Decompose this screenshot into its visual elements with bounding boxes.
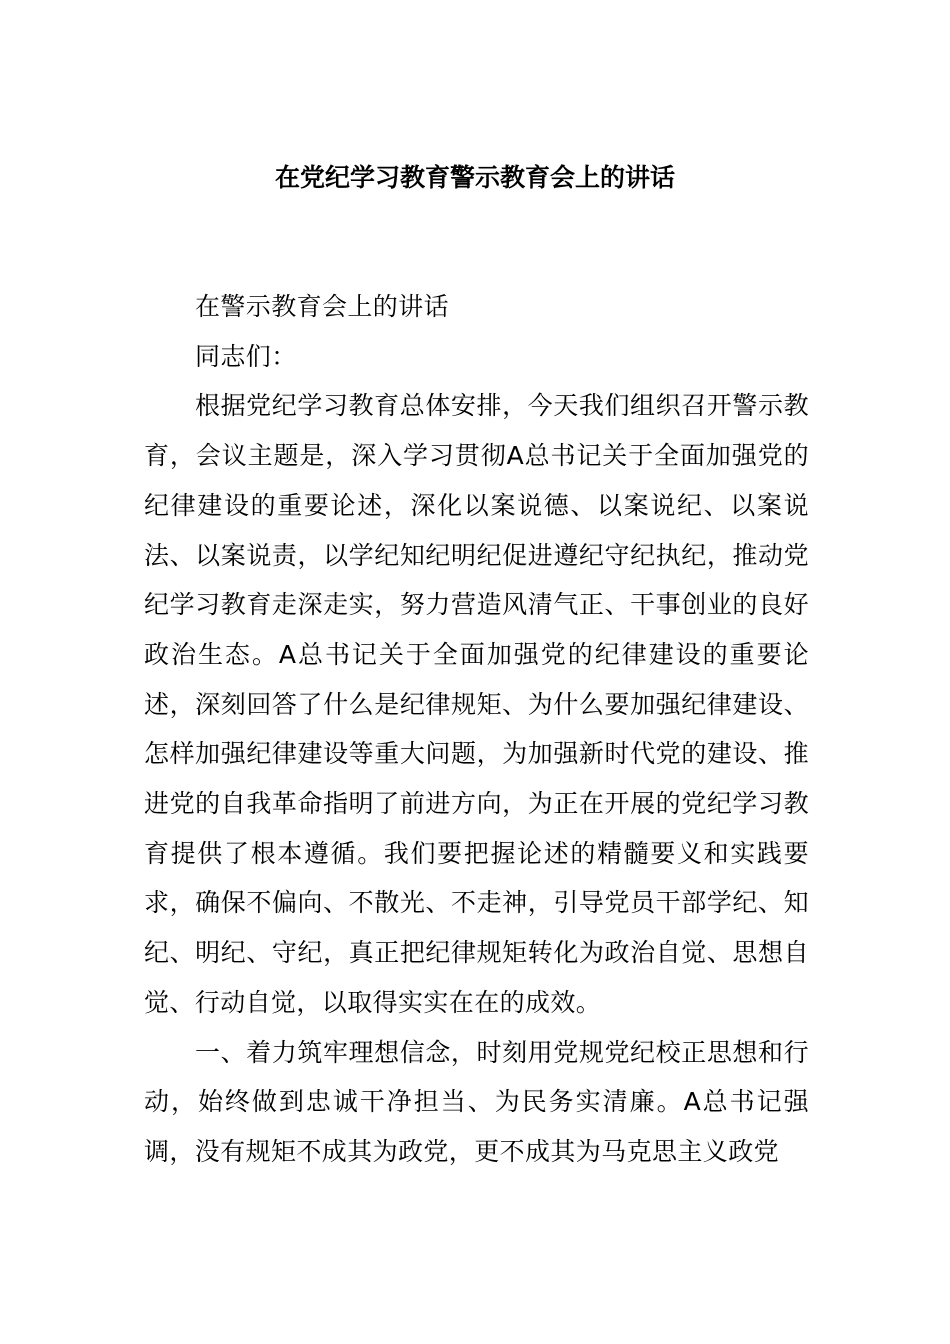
document-body xyxy=(144,282,809,1177)
paragraph-subtitle: 在警示教育会上的讲话 xyxy=(195,292,450,321)
paragraph-intro: 根据党纪学习教育总体安排，今天我们组织召开警示教育，会议主题是，深入学习贯彻A总书记关于全面加强党的纪律建设的重要论述，深化以案说德、以案说纪、以案说法、以案说责，以学纪知纪明纪促进遵纪守纪执纪，推动党纪学习教育走深走实，努力营造风清气正、干事创业的良好政治生态。A总书记关于全面加强党的纪律建设的重要论述，深刻回答了什么是纪律规矩、为什么要加强纪律建设、怎样加强纪律建设等重大问题，为加强新时代党的建设、推进党的自我革命指明了前进方向，为正在开展的党纪学习教育提供了根本遵循。我们要把握论述的精髓要义和实践要求，确保不偏向、不散光、不走神，引导党员干部学纪、知纪、明纪、守纪，真正把纪律规矩转化为政治自觉、思想自觉、行动自觉，以取得实实在在的成效。 xyxy=(144,391,809,1017)
document-title: 在党纪学习教育警示教育会上的讲话 xyxy=(274,163,675,192)
paragraph-section-one: 一、着力筑牢理想信念，时刻用党规党纪校正思想和行动，始终做到忠诚干净担当、为民务实清廉。A总书记强调，没有规矩不成其为政党，更不成其为马克思主义政党 xyxy=(144,1037,809,1166)
paragraph-salutation: 同志们： xyxy=(195,341,297,371)
